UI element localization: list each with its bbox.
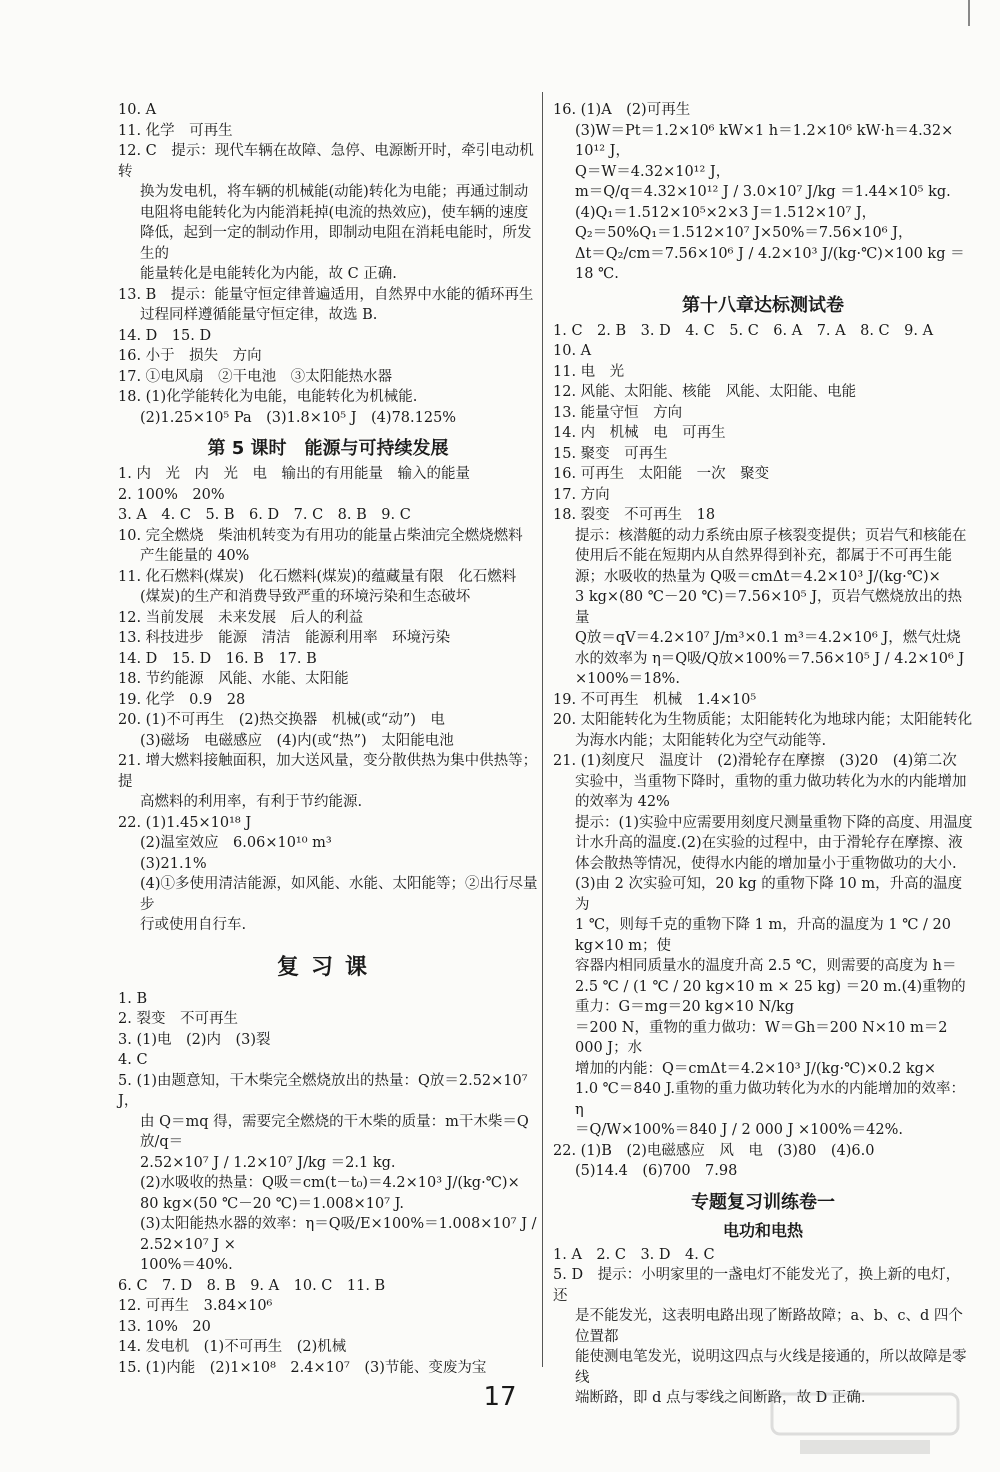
- right-column: [553, 100, 973, 1409]
- answer-line: 过程同样遵循能量守恒定律，故选 B.: [140, 307, 378, 323]
- answer-line: 行或使用自行车.: [140, 917, 247, 933]
- answer-line: 21. 增大燃料接触面积，加大送风量，变分散供热为集中供热等；提: [118, 753, 538, 790]
- answer-line: 水的效率为 η＝Q吸/Q放×100%＝7.56×10⁵ J / 4.2×10⁶ J ×100%＝18%.: [575, 650, 969, 687]
- answer-line: 20. (1)不可再生 (2)热交换器 机械(或“动”) 电: [118, 712, 445, 728]
- section-heading: 复习课: [276, 954, 379, 980]
- answer-line: 增加的内能：Q＝cmΔt＝4.2×10³ J/(kg·℃)×0.2 kg×: [575, 1060, 937, 1077]
- answer-line: (5)14.4 (6)700 7.98: [575, 1163, 738, 1179]
- answer-line: 提示：核潜艇的动力系统由原子核裂变提供；页岩气和核能在: [575, 527, 967, 544]
- answer-line: 是不能发光，这表明电路出现了断路故障；a、b、c、d 四个位置都: [575, 1308, 963, 1345]
- answer-line: 16. (1)A (2)可再生: [553, 102, 691, 118]
- answer-line: 13. 能量守恒 方向: [553, 404, 683, 421]
- answer-line: 18. (1)化学能转化为电能，电能转化为机械能.: [118, 389, 418, 405]
- answer-line: 1 ℃，则每千克的重物下降 1 m，升高的温度为 1 ℃ / 20 kg×10 m；使: [575, 917, 956, 954]
- answer-line: 4. C: [118, 1052, 148, 1068]
- answer-line: 14. 内 机械 电 可再生: [553, 425, 726, 441]
- answer-line: 为海水内能；太阳能转化为空气动能等.: [575, 732, 827, 749]
- answer-line: 13. B 提示：能量守恒定律普遍适用，自然界中水能的循环再生: [118, 286, 534, 303]
- answer-line: 电阻将电能转化为内能消耗掉(电流的热效应)，使车辆的速度: [140, 204, 529, 221]
- answer-line: 体会散热等情况，使得水内能的增加量小于重物做功的大小.: [575, 855, 957, 872]
- answer-line: 12. 风能、太阳能、核能 风能、太阳能、电能: [553, 384, 857, 400]
- answer-line: (2)温室效应 6.06×10¹⁰ m³: [140, 835, 332, 851]
- answer-line: 2. 裂变 不可再生: [118, 1011, 238, 1027]
- answer-line: (2)水吸收的热量：Q吸＝cm(t－t₀)＝4.2×10³ J/(kg·℃)×: [140, 1175, 520, 1191]
- answer-line: 换为发电机，将车辆的机械能(动能)转化为电能；再通过制动: [140, 184, 529, 200]
- answer-line: 由 Q＝mq 得，需要完全燃烧的干木柴的质量：m干木柴＝Q放/q＝: [140, 1113, 529, 1150]
- answer-line: 22. (1)B (2)电磁感应 风 电 (3)80 (4)6.0: [553, 1142, 875, 1159]
- answer-line: Q₂＝50%Q₁＝1.512×10⁷ J×50%＝7.56×10⁶ J，: [575, 225, 913, 241]
- answer-line: 22. (1)1.45×10¹⁸ J: [118, 814, 252, 831]
- answer-line: 6. C 7. D 8. B 9. A 10. C 11. B: [118, 1277, 386, 1294]
- answer-line: 17. 方向: [553, 486, 610, 503]
- answer-line: 12. 当前发展 未来发展 后人的利益: [118, 609, 364, 626]
- answer-line: 计水升高的温度.(2)在实验的过程中，由于滑轮存在摩擦、液: [575, 835, 963, 851]
- answer-line: 实验中，当重物下降时，重物的重力做功转化为水的内能增加: [575, 773, 967, 790]
- answer-line: 16. 可再生 太阳能 一次 聚变: [553, 466, 770, 482]
- answer-line: 20. 太阳能转化为生物质能；太阳能转化为地球内能；太阳能转化: [553, 712, 973, 728]
- column-divider: [542, 92, 543, 1367]
- answer-line: ＝Q/W×100%＝840 J / 2 000 J ×100%＝42%.: [575, 1122, 903, 1138]
- answer-line: 10. A: [553, 343, 592, 359]
- answer-line: (3)W＝Pt＝1.2×10⁶ kW×1 h＝1.2×10⁶ kW·h＝4.32×: [575, 122, 954, 139]
- answer-line: Q＝W＝4.32×10¹² J，: [575, 163, 731, 180]
- answer-line: (4)①多使用清洁能源，如风能、水能、太阳能等；②出行尽量步: [140, 876, 538, 913]
- answer-line: (3)磁场 电磁感应 (4)内(或“热”) 太阳能电池: [140, 732, 454, 749]
- answer-line: 13. 科技进步 能源 清洁 能源利用率 环境污染: [118, 630, 451, 646]
- answer-line: 能使测电笔发光，说明这四点与火线是接通的，所以故障是零线: [575, 1349, 967, 1386]
- section-heading: 第十八章达标测试卷: [682, 294, 844, 316]
- answer-line: 5. (1)由题意知，干木柴完全燃烧放出的热量：Q放＝2.52×10⁷ J，: [118, 1072, 533, 1109]
- answer-line: m＝Q/q＝4.32×10¹² J / 3.0×10⁷ J/kg ＝1.44×10⁵ kg.: [575, 184, 951, 200]
- answer-line: 1. 内 光 内 光 电 输出的有用能量 输入的能量: [118, 466, 470, 482]
- answer-line: 11. 化学 可再生: [118, 122, 233, 139]
- answer-line: 10¹² J，: [575, 143, 630, 159]
- answer-line: 源；水吸收的热量为 Q吸＝cmΔt＝4.2×10³ J/(kg·℃)×: [575, 568, 941, 585]
- answer-line: 降低，起到一定的制动作用，即制动电阻在消耗电能时，所发生的: [140, 225, 532, 262]
- answer-line: 11. 化石燃料(煤炭) 化石燃料(煤炭)的蕴藏量有限 化石燃料: [118, 568, 517, 585]
- answer-line: 15. 聚变 可再生: [553, 445, 668, 462]
- answer-line: Q放＝qV＝4.2×10⁷ J/m³×0.1 m³＝4.2×10⁶ J，燃气灶烧: [575, 630, 961, 646]
- answer-line: ＝200 N，重物的重力做功：W＝Gh＝200 N×10 m＝2 000 J；水: [575, 1019, 953, 1056]
- answer-line: 10. 完全燃烧 柴油机转变为有用功的能量占柴油完全燃烧燃料: [118, 527, 523, 544]
- answer-line: 12. 可再生 3.84×10⁶: [118, 1298, 273, 1314]
- answer-line: 容器内相同质量水的温度升高 2.5 ℃，则需要的高度为 h＝: [575, 958, 957, 974]
- answer-line: 11. 电 光: [553, 363, 625, 380]
- scan-mark: [968, 0, 974, 26]
- answer-line: 1. B: [118, 990, 148, 1007]
- answer-line: (3)21.1%: [140, 855, 207, 872]
- answer-line: 21. (1)刻度尺 温度计 (2)滑轮存在摩擦 (3)20 (4)第二次: [553, 753, 957, 769]
- answer-line: (3)由 2 次实验可知，20 kg 的重物下降 10 m，升高的温度为: [575, 876, 963, 913]
- section-heading: 第 5 课时 能源与可持续发展: [207, 438, 449, 459]
- answer-line: 2. 100% 20%: [118, 486, 225, 503]
- answer-line: (2)1.25×10⁵ Pa (3)1.8×10⁵ J (4)78.125%: [140, 409, 457, 426]
- answer-line: 使用后不能在短期内从自然界得到补充，都属于不可再生能: [575, 548, 952, 564]
- answer-line: 3. A 4. C 5. B 6. D 7. C 8. B 9. C: [118, 507, 411, 523]
- answer-line: Δt＝Q₂/cm＝7.56×10⁶ J / 4.2×10³ J/(kg·℃)×100 kg ＝18 ℃.: [575, 245, 965, 282]
- answer-line: (4)Q₁＝1.512×10⁵×2×3 J＝1.512×10⁷ J，: [575, 204, 877, 221]
- answer-line: 提示：(1)实验中应需要用刻度尺测量重物下降的高度、用温度: [575, 814, 973, 831]
- watermark-logo-icon: [770, 1390, 960, 1460]
- answer-line: 13. 10% 20: [118, 1318, 211, 1335]
- answer-line: 19. 不可再生 机械 1.4×10⁵: [553, 691, 757, 708]
- answer-line: 10. A: [118, 102, 157, 118]
- answer-line: 12. C 提示：现代车辆在故障、急停、电源断开时，牵引电动机转: [118, 143, 534, 180]
- answer-line: 3 kg×(80 ℃－20 ℃)＝7.56×10⁵ J，页岩气燃烧放出的热量: [575, 589, 963, 626]
- answer-line: 19. 化学 0.9 28: [118, 691, 246, 708]
- answer-line: (煤炭)的生产和消费导致严重的环境污染和生态破坏: [140, 589, 471, 605]
- answer-line: 2.52×10⁷ J / 1.2×10⁷ J/kg ＝2.1 kg.: [140, 1154, 396, 1171]
- answer-line: 14. D 15. D 16. B 17. B: [118, 650, 317, 667]
- page-number: 17: [483, 1382, 517, 1412]
- answer-line: 17. ①电风扇 ②干电池 ③太阳能热水器: [118, 368, 393, 385]
- answer-line: 80 kg×(50 ℃－20 ℃)＝1.008×10⁷ J.: [140, 1195, 404, 1212]
- answer-line: 1. A 2. C 3. D 4. C: [553, 1246, 715, 1263]
- answer-line: 16. 小于 损失 方向: [118, 348, 262, 364]
- answer-line: 高燃料的利用率，有利于节约能源.: [140, 794, 363, 810]
- answer-line: 14. 发电机 (1)不可再生 (2)机械: [118, 1339, 347, 1355]
- answer-line: (3)太阳能热水器的效率：η＝Q吸/E×100%＝1.008×10⁷ J / 2.52×10⁷ J ×: [140, 1216, 542, 1253]
- answer-line: 18. 节约能源 风能、水能、太阳能: [118, 671, 349, 687]
- answer-line: 2.5 ℃ / (1 ℃ / 20 kg×10 m × 25 kg) ＝20 m.(4)重物的重力：G＝mg＝20 kg×10 N/kg: [575, 978, 966, 1015]
- answer-line: 产生能量的 40%: [140, 548, 250, 564]
- answer-line: 100%＝40%.: [140, 1257, 233, 1273]
- answer-line: 3. (1)电 (2)内 (3)裂: [118, 1031, 271, 1048]
- answer-line: 的效率为 42%: [575, 794, 670, 810]
- answer-line: 1.0 ℃＝840 J.重物的重力做功转化为水的内能增加的效率：η: [575, 1081, 965, 1118]
- section-subheading: 电功和电热: [722, 1220, 803, 1240]
- left-column: [118, 100, 542, 1378]
- answer-line: 1. C 2. B 3. D 4. C 5. C 6. A 7. A 8. C 9. A: [553, 322, 934, 339]
- answer-line: 18. 裂变 不可再生 18: [553, 507, 716, 523]
- answer-line: 端断路，即 d 点与零线之间断路，故 D 正确.: [575, 1390, 866, 1406]
- answer-line: 14. D 15. D: [118, 327, 212, 344]
- answer-line: 能量转化是电能转化为内能，故 C 正确.: [140, 266, 397, 282]
- section-heading: 专题复习训练卷一: [691, 1191, 835, 1213]
- answer-line: 5. D 提示：小明家里的一盏电灯不能发光了，换上新的电灯，还: [553, 1267, 961, 1304]
- answer-line: 15. (1)内能 (2)1×10⁸ 2.4×10⁷ (3)节能、变废为宝: [118, 1359, 487, 1376]
